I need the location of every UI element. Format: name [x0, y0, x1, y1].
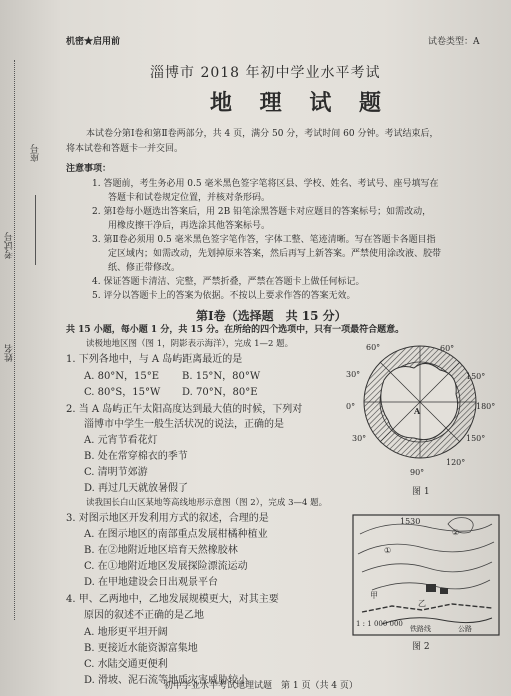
binding-examno-label: 考试号 — [5, 232, 15, 259]
page-footer: 初中学业水平考试地理试题 第 1 页（共 4 页） — [164, 681, 358, 691]
fig2-road-legend: 公路 — [458, 625, 472, 633]
q2-opt-b: B. 处在常穿棉衣的季节 — [84, 451, 188, 462]
fig1-caption: 图 1 — [412, 487, 430, 497]
read-fig2: 读我国长白山区某地等高线地形示意图（图 2），完成 3—4 题。 — [86, 498, 328, 508]
q4-stem-1: 4. 甲、乙两地中，乙地发展规模更大，对其主要 — [66, 594, 279, 605]
fig2-site-1-label: ① — [384, 546, 392, 555]
figure-2-contour-map — [352, 514, 500, 636]
q2-stem-1: 2. 当 A 岛屿正午太阳高度达到最大值的时候，下列对 — [66, 404, 303, 415]
fig1-label-30-left: 30° — [346, 370, 361, 379]
q4-stem-2: 原因的叙述不正确的是乙地 — [84, 610, 204, 621]
notice-5: 5. 评分以答题卡上的答案为依据。不按以上要求作答的答案无效。 — [92, 291, 356, 301]
notice-2a: 2. 第Ⅰ卷每小题选出答案后，用 2B 铅笔涂黑答题卡对应题目的答案标号；如需改动， — [92, 207, 432, 217]
q3-stem: 3. 对图示地区开发利用方式的叙述，合理的是 — [66, 513, 269, 524]
q2-opt-d: D. 再过几天就放暑假了 — [84, 483, 189, 494]
q2-opt-a: A. 元宵节看花灯 — [84, 435, 158, 446]
q4-opt-b: B. 更接近水能资源富集地 — [84, 643, 198, 654]
q2-opt-c: C. 清明节郊游 — [84, 467, 148, 478]
binding-name-label: 姓名 — [5, 344, 15, 362]
q1-opt-a: A. 80°N，15°E — [84, 371, 160, 382]
binding-seat-label: 座号 — [31, 144, 41, 162]
notice-3b: 定区域内；如需改动，先划掉原来答案，然后再写上新答案。严禁使用涂改液、胶带 — [108, 249, 442, 259]
q4-opt-a: A. 地形更平坦开阔 — [84, 627, 168, 638]
binding-line — [14, 60, 15, 620]
fig2-site-jia-label: 甲 — [370, 591, 378, 600]
notice-3c: 纸、修正带修改。 — [108, 263, 181, 273]
read-fig1: 读极地地区图（图 1，阴影表示海洋），完成 1—2 题。 — [86, 339, 294, 349]
section-title: 第Ⅰ卷（选择题 共 15 分） — [196, 309, 347, 323]
q4-opt-c: C. 水陆交通更便利 — [84, 659, 168, 670]
q2-stem-2: 淄博市中学生一般生活状况的说法，正确的是 — [84, 419, 284, 430]
paper-type-label: 试卷类型：A — [428, 37, 480, 47]
q1-opt-c: C. 80°S，15°W — [84, 387, 161, 398]
q3-opt-a: A. 在图示地区的南部重点发展柑橘种植业 — [84, 529, 268, 540]
fig1-label-120: 120° — [446, 458, 466, 467]
q3-opt-d: D. 在甲地建设会日出观景平台 — [84, 577, 219, 588]
notice-2b: 用橡皮擦干净后，再选涂其他答案标号。 — [108, 221, 271, 231]
fig1-label-150-top: 150° — [466, 372, 486, 381]
fig1-label-150-bottom: 150° — [466, 434, 486, 443]
fig1-label-90: 90° — [410, 468, 425, 477]
fig2-elevation-label: 1530 — [400, 517, 421, 526]
q3-opt-c: C. 在①地附近地区发展探险漂流运动 — [84, 561, 248, 572]
fig1-island-a-label: A — [414, 406, 421, 416]
fig2-caption: 图 2 — [412, 642, 430, 652]
exam-title: 淄博市 2018 年初中学业水平考试 — [150, 65, 381, 81]
q3-opt-b: B. 在②地附近地区培育天然橡胶林 — [84, 545, 238, 556]
notice-4: 4. 保证答题卡清洁、完整，严禁折叠，严禁在答题卡上做任何标记。 — [92, 277, 365, 287]
notice-3a: 3. 第Ⅱ卷必须用 0.5 毫米黑色签字笔作答，字体工整、笔迹清晰。写在答题卡各题目指 — [92, 235, 436, 245]
fig2-railway-legend: 铁路线 — [410, 625, 431, 633]
fig1-label-60-top: 60° — [366, 343, 381, 352]
q1-opt-d: D. 70°N，80°E — [182, 387, 258, 398]
notice-title: 注意事项： — [66, 164, 112, 174]
q4-opt-d: D. 滑坡、泥石流等地质灾害威胁较小 — [84, 675, 249, 686]
q1-stem: 1. 下列各地中，与 A 岛屿距离最近的是 — [66, 354, 243, 365]
binding-seat-line — [35, 195, 36, 265]
notice-1a: 1. 答题前，考生务必用 0.5 毫米黑色签字笔将区县、学校、姓名、考试号、座号填写在 — [92, 179, 439, 189]
subject-title: 地 理 试 题 — [210, 90, 391, 116]
fig2-site-2-label: ② — [452, 528, 460, 537]
fig1-label-60-right: 60° — [440, 344, 455, 353]
fig1-label-30-bottom: 30° — [352, 434, 367, 443]
intro-line-1: 本试卷分第Ⅰ卷和第Ⅱ卷两部分，共 4 页，满分 50 分，考试时间 60 分钟。考试结束后， — [86, 129, 439, 139]
fig2-scale-label: 1 : 1 000 000 — [356, 620, 403, 628]
notice-1b: 答题卡和试卷规定位置，并核对条形码。 — [108, 193, 271, 203]
section-desc: 共 15 小题，每小题 1 分，共 15 分。在所给的四个选项中，只有一项最符合题意。 — [66, 325, 405, 335]
confidential-label: 机密★启用前 — [66, 37, 121, 47]
intro-line-2: 将本试卷和答题卡一并交回。 — [66, 144, 184, 154]
fig1-label-180: 180° — [476, 402, 496, 411]
fig1-label-0: 0° — [346, 402, 356, 411]
q1-opt-b: B. 15°N，80°W — [182, 371, 261, 382]
fig2-site-yi-label: 乙 — [418, 599, 426, 608]
